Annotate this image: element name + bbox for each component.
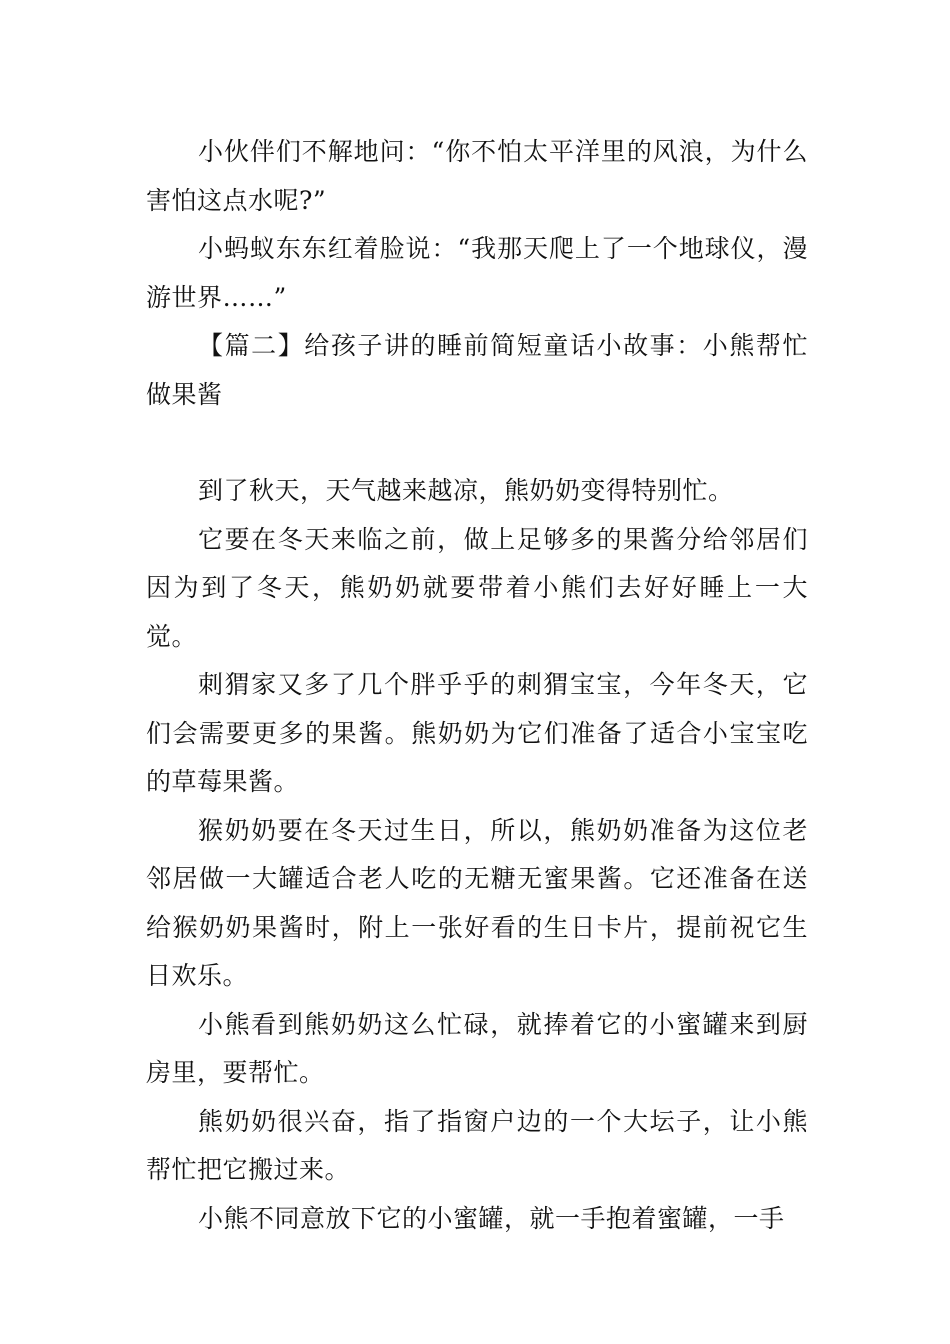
- paragraph-8: 熊奶奶很兴奋，指了指窗户边的一个大坛子，让小熊帮忙把它搬过来。: [146, 1106, 808, 1184]
- story-text: [146, 128, 808, 1243]
- paragraph-1: 小伙伴们不解地问：“你不怕太平洋里的风浪，为什么害怕这点水呢?”: [146, 137, 808, 215]
- paragraph-9: 小熊不同意放下它的小蜜罐，就一手抱着蜜罐，一手: [198, 1203, 785, 1233]
- paragraph-4: 它要在冬天来临之前，做上足够多的果酱分给邻居们因为到了冬天，熊奶奶就要带着小熊们去好好睡上一大觉。: [146, 524, 808, 651]
- paragraph-2: 小蚂蚁东东红着脸说：“我那天爬上了一个地球仪，漫游世界……”: [146, 234, 808, 312]
- paragraph-6: 猴奶奶要在冬天过生日，所以，熊奶奶准备为这位老邻居做一大罐适合老人吃的无糖无蜜果酱。它还准备在送给猴奶奶果酱时，附上一张好看的生日卡片，提前祝它生日欢乐。: [146, 815, 808, 990]
- paragraph-7: 小熊看到熊奶奶这么忙碌，就捧着它的小蜜罐来到厨房里，要帮忙。: [146, 1009, 808, 1087]
- paragraph-3: 到了秋天，天气越来越凉，熊奶奶变得特别忙。: [198, 476, 734, 505]
- paragraph-5: 刺猬家又多了几个胖乎乎的刺猬宝宝，今年冬天，它们会需要更多的果酱。熊奶奶为它们准备了适合小宝宝吃的草莓果酱。: [146, 670, 808, 796]
- section-heading: 【篇二】给孩子讲的睡前简短童话小故事：小熊帮忙做果酱: [146, 331, 808, 409]
